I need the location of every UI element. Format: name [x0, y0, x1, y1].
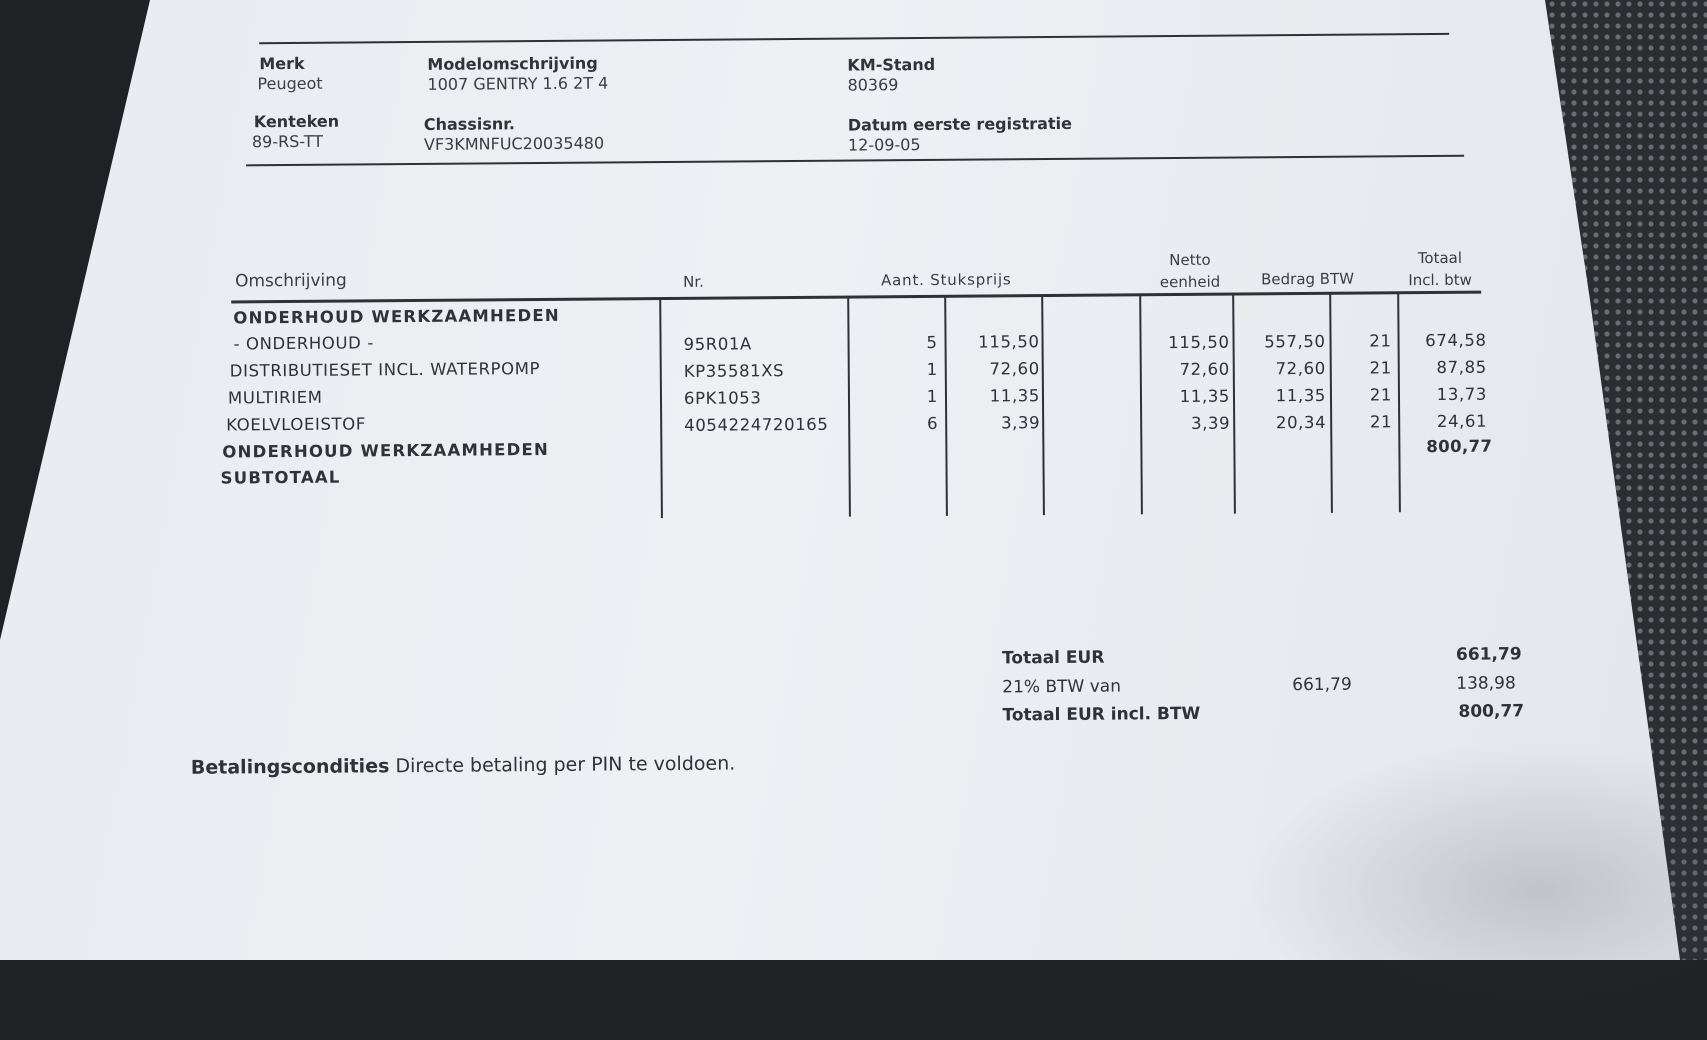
col-header-totaal-line2: Incl. btw [1408, 270, 1472, 290]
table-row-aant: 1 [926, 359, 938, 380]
table-row-aant: 1 [926, 386, 939, 407]
model-value: 1007 GENTRY 1.6 2T 4 [427, 73, 609, 94]
model-label: Modelomschrijving [427, 53, 598, 74]
subtotal-value: 800,77 [1426, 436, 1493, 457]
table-row-btw: 21 [1369, 412, 1393, 432]
reg-value: 12-09-05 [847, 135, 921, 155]
table-row-nr: KP35581XS [683, 361, 785, 381]
btw-base-value: 661,79 [1292, 674, 1352, 696]
table-row-bedrag: 72,60 [1275, 358, 1326, 379]
table-row-btw: 21 [1369, 385, 1393, 405]
table-row-nr: 4054224720165 [684, 414, 829, 435]
table-row-totaal: 674,58 [1425, 330, 1487, 351]
merk-label: Merk [259, 53, 305, 74]
chassis-value: VF3KMNFUC20035480 [423, 133, 605, 154]
table-row-nr: 6PK1053 [683, 388, 762, 408]
table-header-rule [231, 291, 1481, 304]
table-row-desc: - ONDERHOUD - [233, 333, 374, 354]
table-row-netto: 72,60 [1179, 359, 1230, 380]
totaal-eur-value: 661,79 [1455, 644, 1522, 665]
table-row-prijs: 3,39 [1000, 413, 1041, 433]
col-divider [1397, 292, 1401, 512]
totaal-incl-btw-label: Totaal EUR incl. BTW [1002, 703, 1201, 726]
col-header-netto-line2: eenheid [1159, 272, 1221, 292]
table-row-prijs: 115,50 [978, 332, 1040, 352]
table-row-bedrag: 20,34 [1275, 412, 1327, 433]
col-header-bedrag-btw: Bedrag BTW [1260, 269, 1355, 289]
col-divider [1041, 295, 1045, 515]
subtotal-label-line2: SUBTOTAAL [220, 467, 341, 488]
chassis-label: Chassisnr. [423, 114, 515, 134]
btw-label: 21% BTW van [1002, 676, 1122, 698]
table-row-prijs: 11,35 [989, 386, 1041, 406]
km-value: 80369 [847, 75, 899, 95]
table-row-netto: 11,35 [1179, 386, 1231, 407]
col-header-omschrijving: Omschrijving [234, 270, 347, 292]
section-title: ONDERHOUD WERKZAAMHEDEN [233, 305, 560, 328]
table-row-desc: DISTRIBUTIESET INCL. WATERPOMP [229, 359, 541, 381]
table-row-totaal: 24,61 [1436, 411, 1488, 431]
col-header-netto [1149, 249, 1231, 294]
table-row-netto: 3,39 [1190, 413, 1231, 433]
table-row-bedrag: 557,50 [1264, 331, 1326, 352]
payment-conditions [191, 753, 736, 779]
totaal-incl-btw-value: 800,77 [1458, 701, 1525, 722]
payment-label: Betalingscondities [190, 755, 390, 779]
totaal-eur-label: Totaal EUR [1001, 647, 1105, 669]
km-label: KM-Stand [847, 54, 936, 75]
table-row-aant: 6 [927, 413, 939, 434]
table-row-btw: 21 [1369, 358, 1392, 378]
btw-value: 138,98 [1456, 673, 1516, 694]
table-row-totaal: 87,85 [1436, 357, 1487, 377]
col-header-totaal [1399, 247, 1481, 292]
kenteken-value: 89-RS-TT [251, 131, 324, 152]
col-header-nr: Nr. [682, 272, 704, 291]
kenteken-label: Kenteken [253, 111, 340, 132]
header-top-rule [259, 33, 1449, 44]
table-row-prijs: 72,60 [989, 359, 1040, 379]
table-row-desc: MULTIRIEM [227, 387, 323, 408]
merk-value: Peugeot [257, 73, 323, 94]
table-row-btw: 21 [1369, 331, 1392, 351]
col-divider [944, 296, 948, 516]
subtotal-label-line1: ONDERHOUD WERKZAAMHEDEN [222, 439, 549, 462]
header-bottom-rule [246, 155, 1464, 167]
table-row-nr: 95R01A [683, 334, 752, 354]
col-divider [1329, 293, 1333, 513]
col-header-aant-stuksprijs: Aant. Stuksprijs [880, 270, 1012, 290]
col-header-netto-line1: Netto [1169, 250, 1211, 270]
col-header-totaal-line1: Totaal [1417, 248, 1463, 268]
table-row-desc: KOELVLOEISTOF [226, 414, 366, 435]
col-divider [847, 297, 851, 517]
col-divider [659, 298, 663, 518]
table-row-totaal: 13,73 [1436, 384, 1488, 404]
payment-text: Directe betaling per PIN te voldoen. [395, 752, 736, 778]
table-row-bedrag: 11,35 [1275, 385, 1327, 406]
reg-label: Datum eerste registratie [847, 113, 1072, 135]
table-row-aant: 5 [926, 332, 938, 353]
table-row-netto: 115,50 [1168, 332, 1230, 353]
